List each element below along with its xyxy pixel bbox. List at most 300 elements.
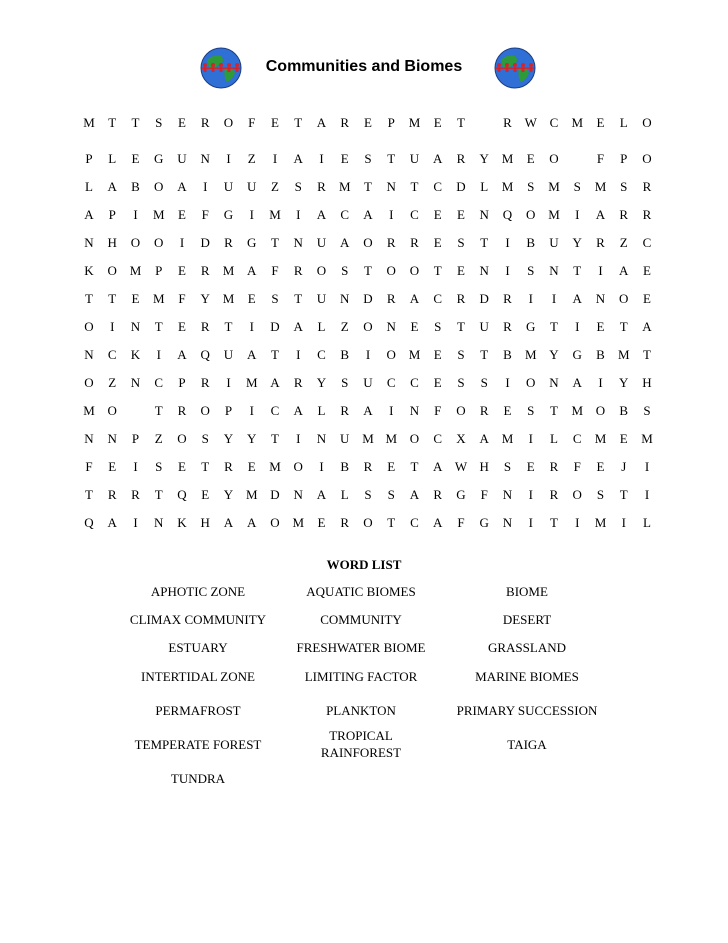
- grid-letter: U: [363, 375, 373, 390]
- grid-letter: T: [85, 291, 93, 306]
- grid-row: [0, 205, 728, 229]
- grid-letter: B: [526, 235, 536, 250]
- grid-letter: N: [84, 235, 94, 250]
- grid-letter: R: [317, 179, 326, 194]
- grid-letter: R: [224, 235, 233, 250]
- grid-letter: I: [365, 347, 371, 362]
- grid-letter: O: [595, 403, 606, 418]
- grid-letter: I: [389, 403, 394, 418]
- grid-letter: A: [363, 207, 373, 222]
- grid-letter: T: [271, 235, 279, 250]
- grid-letter: A: [642, 319, 652, 334]
- grid-letter: F: [573, 459, 581, 474]
- grid-letter: C: [410, 515, 419, 530]
- grid-letter: L: [85, 179, 93, 194]
- grid-letter: I: [621, 515, 626, 530]
- grid-letter: Q: [177, 487, 187, 502]
- grid-letter: S: [294, 179, 302, 194]
- grid-letter: A: [363, 403, 373, 418]
- grid-letter: O: [386, 263, 396, 278]
- grid-letter: Z: [247, 151, 256, 166]
- grid-letter: Y: [619, 375, 629, 390]
- grid-letter: O: [107, 263, 117, 278]
- grid-letter: L: [340, 487, 349, 502]
- grid-letter: C: [549, 115, 559, 130]
- grid-letter: Y: [223, 431, 234, 446]
- grid-letter: A: [107, 515, 117, 530]
- grid-letter: A: [479, 431, 489, 446]
- grid-letter: P: [108, 207, 116, 222]
- grid-letter: R: [200, 263, 210, 278]
- grid-letter: T: [224, 319, 233, 334]
- grid-letter: N: [200, 151, 210, 166]
- grid-letter: S: [155, 459, 163, 474]
- word-list-item: INTERTIDAL ZONE: [141, 669, 255, 684]
- page-title: Communities and Biomes: [265, 58, 463, 75]
- word-list-item: TROPICAL RAINFOREST: [320, 728, 402, 760]
- grid-letter: N: [386, 319, 396, 334]
- grid-letter: L: [619, 115, 628, 130]
- grid-letter: I: [505, 375, 510, 390]
- grid-row: [0, 149, 728, 173]
- grid-letter: G: [479, 515, 489, 530]
- grid-letter: M: [83, 115, 95, 130]
- grid-letter: U: [223, 347, 234, 362]
- grid-letter: R: [549, 459, 559, 474]
- grid-letter: A: [433, 459, 443, 474]
- grid-letter: A: [84, 207, 94, 222]
- grid-letter: E: [178, 263, 186, 278]
- grid-letter: F: [434, 403, 442, 418]
- grid-letter: O: [642, 115, 652, 130]
- grid-row: [0, 485, 728, 509]
- grid-row: [0, 177, 728, 201]
- grid-letter: E: [596, 115, 605, 130]
- grid-letter: E: [526, 459, 535, 474]
- grid-letter: I: [156, 347, 161, 362]
- grid-letter: P: [178, 375, 186, 390]
- grid-letter: F: [85, 459, 93, 474]
- grid-letter: M: [408, 115, 421, 130]
- word-list-item: ESTUARY: [168, 640, 228, 655]
- grid-letter: H: [479, 459, 489, 474]
- grid-letter: S: [201, 431, 209, 446]
- grid-letter: K: [130, 347, 141, 362]
- grid-letter: B: [596, 347, 605, 362]
- grid-letter: T: [154, 319, 163, 334]
- grid-letter: R: [293, 263, 303, 278]
- grid-letter: N: [595, 291, 606, 306]
- grid-letter: Y: [316, 375, 327, 390]
- grid-letter: A: [177, 347, 187, 362]
- grid-letter: I: [272, 151, 278, 166]
- grid-letter: M: [152, 207, 165, 222]
- grid-letter: O: [270, 515, 280, 530]
- grid-letter: T: [85, 487, 93, 502]
- grid-letter: I: [575, 515, 580, 530]
- grid-letter: S: [341, 375, 349, 390]
- grid-letter: O: [154, 235, 164, 250]
- grid-letter: O: [386, 347, 396, 362]
- grid-letter: I: [203, 179, 208, 194]
- grid-letter: T: [387, 151, 396, 166]
- grid-letter: T: [294, 115, 303, 130]
- grid-letter: H: [107, 235, 117, 250]
- grid-letter: A: [107, 179, 117, 194]
- grid-letter: S: [620, 179, 628, 194]
- grid-letter: E: [247, 291, 256, 306]
- grid-letter: N: [479, 207, 489, 222]
- grid-letter: A: [433, 151, 443, 166]
- grid-letter: R: [549, 487, 559, 502]
- grid-letter: T: [364, 263, 372, 278]
- grid-letter: P: [85, 151, 93, 166]
- grid-letter: E: [643, 263, 651, 278]
- grid-row: [0, 429, 728, 453]
- grid-letter: E: [178, 207, 186, 222]
- grid-row: [0, 513, 728, 537]
- grid-letter: R: [642, 207, 652, 222]
- grid-letter: Z: [271, 179, 279, 194]
- grid-letter: I: [598, 263, 603, 278]
- grid-letter: D: [270, 319, 280, 334]
- grid-row: [0, 233, 728, 257]
- grid-letter: L: [643, 515, 651, 530]
- grid-letter: X: [456, 431, 466, 446]
- grid-letter: A: [572, 375, 582, 390]
- grid-letter: I: [133, 459, 138, 474]
- grid-letter: E: [503, 403, 512, 418]
- grid-letter: T: [131, 115, 140, 130]
- grid-letter: O: [154, 179, 164, 194]
- grid-letter: F: [248, 115, 256, 130]
- grid-letter: A: [316, 207, 327, 222]
- word-list-item: LIMITING FACTOR: [304, 669, 418, 684]
- grid-letter: R: [619, 207, 629, 222]
- grid-letter: C: [340, 207, 350, 222]
- grid-letter: A: [619, 263, 629, 278]
- grid-letter: I: [319, 151, 324, 166]
- grid-letter: S: [364, 487, 372, 502]
- grid-letter: I: [110, 319, 115, 334]
- grid-letter: T: [294, 291, 303, 306]
- grid-letter: M: [152, 291, 165, 306]
- grid-letter: T: [154, 403, 163, 418]
- grid-letter: Q: [84, 515, 94, 530]
- grid-letter: S: [643, 403, 651, 418]
- grid-letter: M: [338, 179, 351, 194]
- grid-letter: O: [130, 235, 141, 250]
- grid-letter: A: [247, 263, 257, 278]
- grid-letter: J: [621, 459, 627, 474]
- grid-letter: C: [107, 347, 117, 362]
- grid-letter: I: [644, 487, 650, 502]
- grid-letter: E: [643, 291, 651, 306]
- grid-letter: O: [526, 375, 536, 390]
- grid-letter: I: [644, 459, 650, 474]
- grid-letter: T: [364, 179, 372, 194]
- grid-letter: E: [317, 515, 326, 530]
- grid-letter: I: [249, 207, 254, 222]
- grid-letter: O: [363, 319, 373, 334]
- grid-letter: N: [84, 347, 94, 362]
- grid-letter: A: [293, 403, 303, 418]
- grid-letter: R: [410, 235, 419, 250]
- grid-letter: S: [457, 347, 465, 362]
- word-list-title: WORD LIST: [326, 557, 402, 572]
- grid-letter: M: [245, 375, 258, 390]
- grid-letter: M: [594, 179, 607, 194]
- grid-letter: F: [201, 207, 209, 222]
- grid-letter: U: [549, 235, 559, 250]
- grid-letter: N: [130, 319, 141, 334]
- grid-letter: C: [410, 207, 419, 222]
- grid-letter: F: [457, 515, 465, 530]
- grid-letter: R: [200, 375, 210, 390]
- grid-letter: C: [433, 431, 443, 446]
- grid-letter: Y: [549, 347, 559, 362]
- word-list-item: TUNDRA: [170, 771, 226, 786]
- grid-letter: O: [223, 115, 234, 130]
- grid-row: [0, 345, 728, 369]
- grid-letter: E: [247, 459, 256, 474]
- grid-letter: T: [271, 431, 279, 446]
- grid-letter: E: [596, 319, 605, 334]
- grid-letter: R: [200, 319, 210, 334]
- grid-letter: I: [505, 263, 510, 278]
- grid-letter: K: [177, 515, 187, 530]
- grid-letter: S: [155, 115, 163, 130]
- grid-letter: M: [501, 151, 514, 166]
- grid-letter: T: [271, 347, 279, 362]
- grid-letter: S: [527, 179, 535, 194]
- grid-letter: E: [433, 347, 442, 362]
- word-list-item: COMMUNITY: [320, 612, 402, 627]
- grid-letter: F: [178, 291, 186, 306]
- word-list-item: BIOME: [506, 584, 548, 599]
- grid-letter: M: [385, 431, 398, 446]
- grid-letter: M: [594, 431, 607, 446]
- grid-letter: M: [292, 515, 305, 530]
- grid-letter: O: [107, 403, 117, 418]
- grid-letter: I: [575, 207, 580, 222]
- grid-letter: O: [293, 459, 303, 474]
- grid-letter: M: [269, 207, 281, 222]
- grid-row: [0, 113, 728, 137]
- grid-letter: I: [505, 235, 510, 250]
- grid-letter: N: [293, 235, 303, 250]
- grid-letter: R: [433, 487, 443, 502]
- grid-letter: T: [108, 115, 117, 130]
- grid-letter: E: [457, 207, 465, 222]
- grid-letter: T: [619, 319, 628, 334]
- grid-letter: F: [271, 263, 279, 278]
- grid-letter: R: [386, 291, 396, 306]
- grid-letter: N: [479, 263, 489, 278]
- word-list-item: FRESHWATER BIOME: [296, 640, 426, 655]
- grid-letter: I: [296, 207, 301, 222]
- grid-letter: Y: [200, 291, 210, 306]
- grid-letter: R: [503, 319, 512, 334]
- grid-letter: G: [247, 235, 257, 250]
- grid-letter: U: [316, 235, 327, 250]
- grid-letter: E: [526, 151, 535, 166]
- grid-letter: R: [293, 375, 303, 390]
- grid-letter: A: [409, 487, 420, 502]
- grid-letter: I: [133, 515, 138, 530]
- grid-letter: M: [501, 431, 514, 446]
- grid-letter: O: [572, 487, 582, 502]
- grid-letter: I: [133, 207, 138, 222]
- grid-letter: E: [340, 151, 349, 166]
- grid-letter: I: [179, 235, 185, 250]
- grid-letter: E: [201, 487, 210, 502]
- grid-letter: G: [456, 487, 466, 502]
- grid-letter: N: [549, 375, 559, 390]
- word-list-item: TEMPERATE FOREST: [134, 737, 262, 752]
- grid-row: [0, 373, 728, 397]
- grid-letter: M: [524, 347, 537, 362]
- grid-letter: T: [433, 263, 442, 278]
- grid-letter: I: [249, 319, 254, 334]
- word-list-item: TAIGA: [507, 737, 547, 752]
- grid-letter: M: [222, 263, 235, 278]
- grid-letter: T: [550, 515, 558, 530]
- grid-letter: P: [131, 431, 140, 446]
- word-list-item: AQUATIC BIOMES: [306, 584, 416, 599]
- grid-letter: N: [502, 487, 513, 502]
- grid-letter: S: [341, 263, 349, 278]
- grid-letter: S: [596, 487, 605, 502]
- grid-letter: E: [596, 459, 605, 474]
- grid-letter: I: [575, 319, 580, 334]
- grid-letter: T: [480, 235, 489, 250]
- grid-letter: P: [387, 115, 395, 130]
- grid-letter: Z: [154, 431, 163, 446]
- grid-letter: Y: [223, 487, 234, 502]
- grid-letter: Z: [108, 375, 117, 390]
- grid-letter: F: [596, 151, 605, 166]
- grid-letter: C: [410, 375, 419, 390]
- grid-letter: P: [620, 151, 628, 166]
- grid-letter: I: [528, 515, 533, 530]
- grid-letter: M: [408, 347, 421, 362]
- grid-letter: Q: [200, 347, 210, 362]
- grid-letter: E: [364, 115, 372, 130]
- grid-row: [0, 401, 728, 425]
- grid-letter: T: [201, 459, 210, 474]
- grid-letter: Y: [247, 431, 257, 446]
- grid-letter: Z: [340, 319, 349, 334]
- grid-letter: M: [617, 347, 630, 362]
- grid-letter: W: [454, 459, 468, 474]
- grid-letter: L: [317, 403, 326, 418]
- grid-letter: M: [269, 459, 281, 474]
- grid-letter: T: [643, 347, 651, 362]
- grid-letter: O: [526, 207, 536, 222]
- grid-letter: S: [434, 319, 442, 334]
- grid-letter: N: [502, 515, 513, 530]
- grid-letter: A: [247, 347, 257, 362]
- grid-letter: D: [270, 487, 280, 502]
- grid-letter: O: [642, 151, 652, 166]
- grid-letter: E: [108, 459, 117, 474]
- grid-letter: M: [571, 115, 584, 130]
- grid-letter: I: [226, 151, 231, 166]
- grid-letter: E: [131, 151, 140, 166]
- grid-letter: A: [316, 115, 327, 130]
- grid-letter: I: [528, 291, 533, 306]
- grid-letter: L: [550, 431, 558, 446]
- grid-letter: Q: [502, 207, 513, 222]
- grid-letter: O: [409, 263, 420, 278]
- grid-letter: O: [200, 403, 210, 418]
- grid-row: [0, 317, 728, 341]
- grid-letter: T: [550, 319, 558, 334]
- grid-letter: H: [200, 515, 210, 530]
- grid-letter: S: [364, 151, 372, 166]
- grid-letter: S: [457, 235, 465, 250]
- grid-letter: G: [223, 207, 234, 222]
- grid-letter: D: [456, 179, 466, 194]
- grid-row: [0, 289, 728, 313]
- grid-letter: R: [479, 403, 489, 418]
- grid-letter: F: [480, 487, 488, 502]
- grid-letter: N: [84, 431, 94, 446]
- grid-letter: A: [409, 291, 420, 306]
- grid-letter: N: [549, 263, 559, 278]
- grid-letter: I: [319, 459, 324, 474]
- grid-letter: P: [224, 403, 233, 418]
- grid-letter: A: [595, 207, 606, 222]
- grid-letter: I: [296, 431, 301, 446]
- grid-letter: O: [549, 151, 559, 166]
- grid-letter: N: [386, 179, 396, 194]
- grid-letter: S: [527, 263, 535, 278]
- grid-letter: L: [317, 319, 326, 334]
- grid-letter: E: [271, 115, 279, 130]
- grid-letter: C: [642, 235, 652, 250]
- grid-letter: U: [316, 291, 327, 306]
- grid-letter: P: [155, 263, 163, 278]
- grid-letter: O: [316, 263, 327, 278]
- grid-letter: A: [177, 179, 187, 194]
- grid-letter: A: [223, 515, 234, 530]
- grid-letter: R: [503, 291, 512, 306]
- grid-letter: R: [363, 459, 373, 474]
- grid-letter: A: [270, 375, 280, 390]
- grid-letter: H: [642, 375, 652, 390]
- grid-letter: E: [457, 263, 465, 278]
- grid-letter: L: [108, 151, 117, 166]
- grid-letter: R: [456, 151, 466, 166]
- grid-letter: C: [433, 179, 443, 194]
- grid-row: [0, 261, 728, 285]
- grid-letter: M: [571, 403, 584, 418]
- grid-letter: M: [594, 515, 607, 530]
- grid-letter: O: [363, 235, 373, 250]
- grid-letter: E: [178, 115, 186, 130]
- grid-letter: Y: [572, 235, 582, 250]
- grid-letter: E: [433, 235, 442, 250]
- grid-letter: R: [224, 459, 233, 474]
- grid-letter: M: [548, 179, 560, 194]
- grid-letter: U: [479, 319, 489, 334]
- grid-letter: E: [619, 431, 628, 446]
- grid-letter: U: [247, 179, 257, 194]
- grid-letter: A: [293, 319, 303, 334]
- grid-letter: R: [386, 235, 396, 250]
